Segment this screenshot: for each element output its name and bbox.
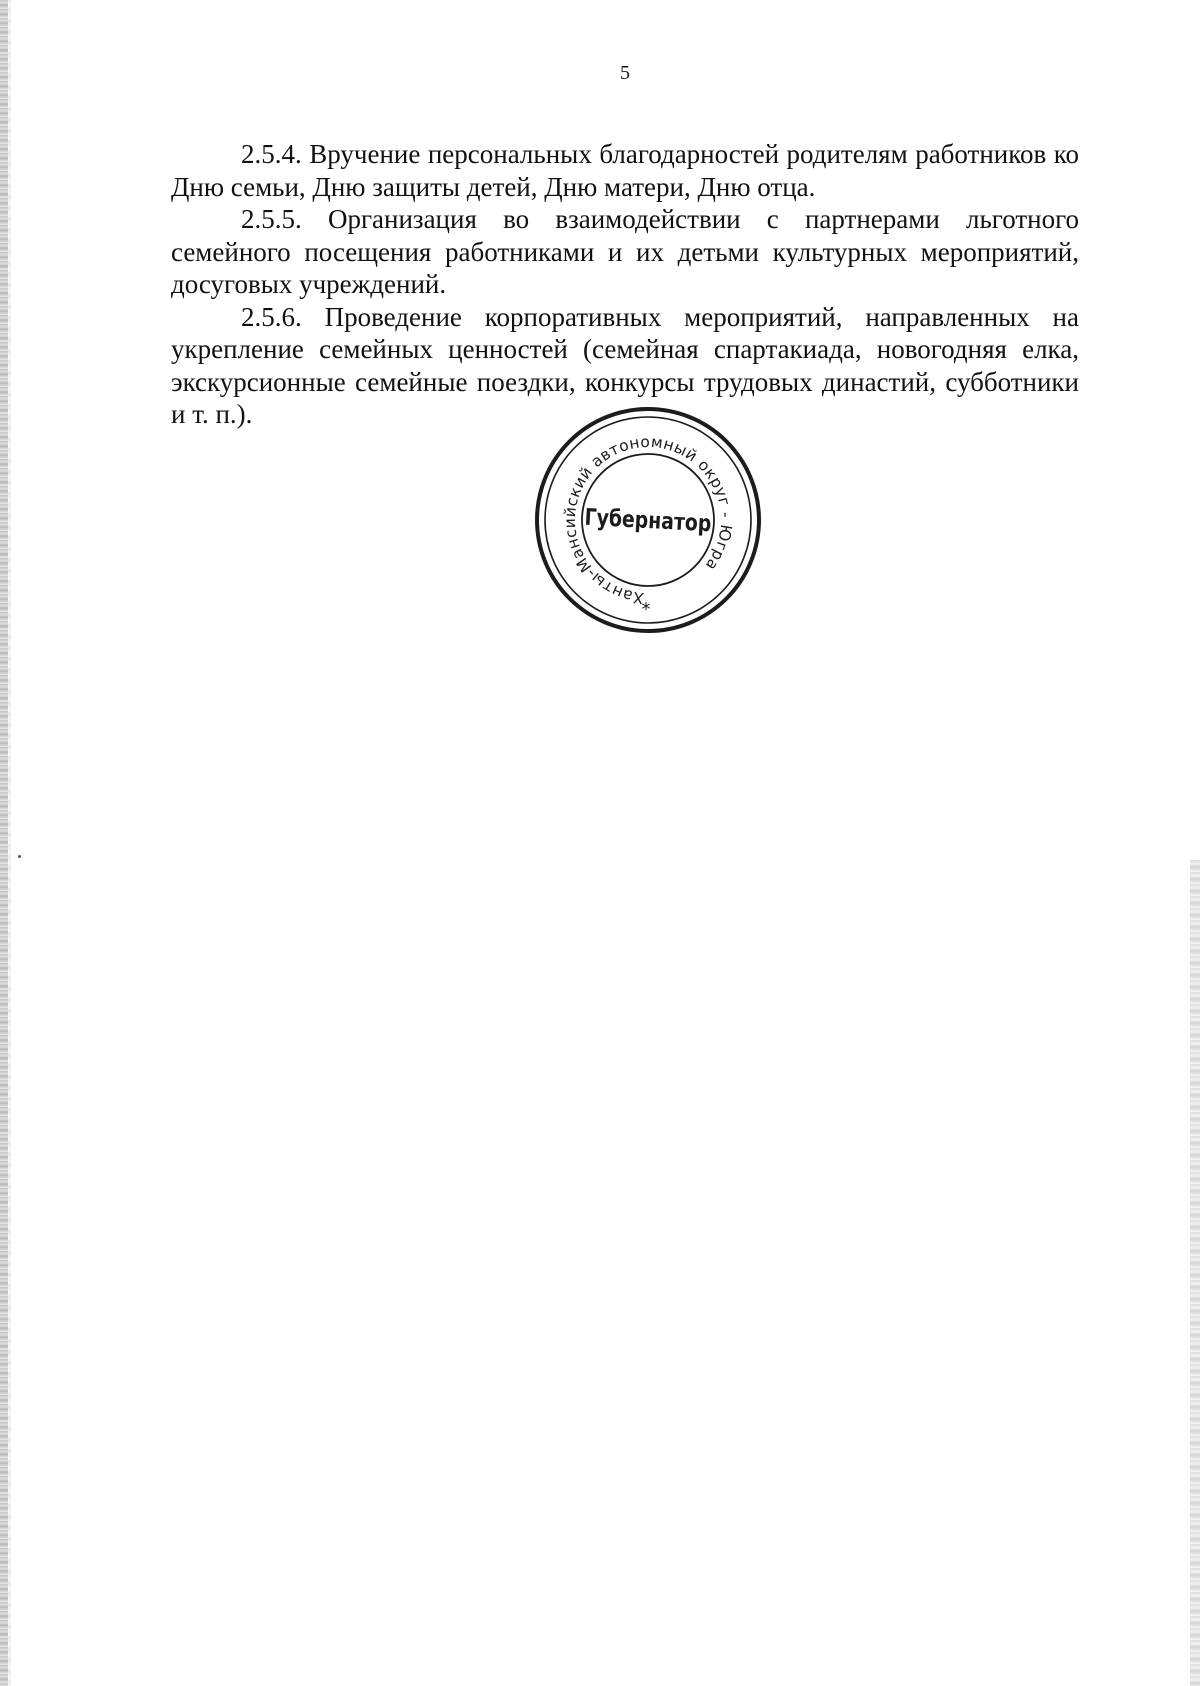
seal-ring-text: Ханты-Мансийский автономный округ - Югра <box>560 432 736 608</box>
scan-edge-right <box>1190 860 1200 1686</box>
seal-center-text: Губернатор <box>583 502 713 537</box>
scan-speck <box>18 855 21 858</box>
scan-edge-left <box>0 0 8 1686</box>
document-body <box>171 138 1079 431</box>
governor-seal <box>532 406 764 634</box>
page-number: 5 <box>620 62 630 84</box>
scan-edge-left-inner <box>8 0 11 1686</box>
paragraph-2-5-4: 2.5.4. Вручение персональных благодарностей родителям работников ко Дню семьи, Дню защиты детей, Дню матери, Дню отца. <box>171 139 1079 202</box>
paragraph-2-5-5: 2.5.5. Организация во взаимодействии с партнерами льготного семейного посещения работниками и их детьми культурных мероприятий, досуговых учреждений. <box>171 204 1079 299</box>
paragraph-2-5-6: 2.5.6. Проведение корпоративных мероприятий, направленных на укрепление семейных ценностей (семейная спартакиада, новогодняя елка, экскурсионные семейные поездки, конкурсы трудовых династий, субботники и т. п.). <box>171 301 1079 429</box>
seal-star: * <box>641 599 651 620</box>
